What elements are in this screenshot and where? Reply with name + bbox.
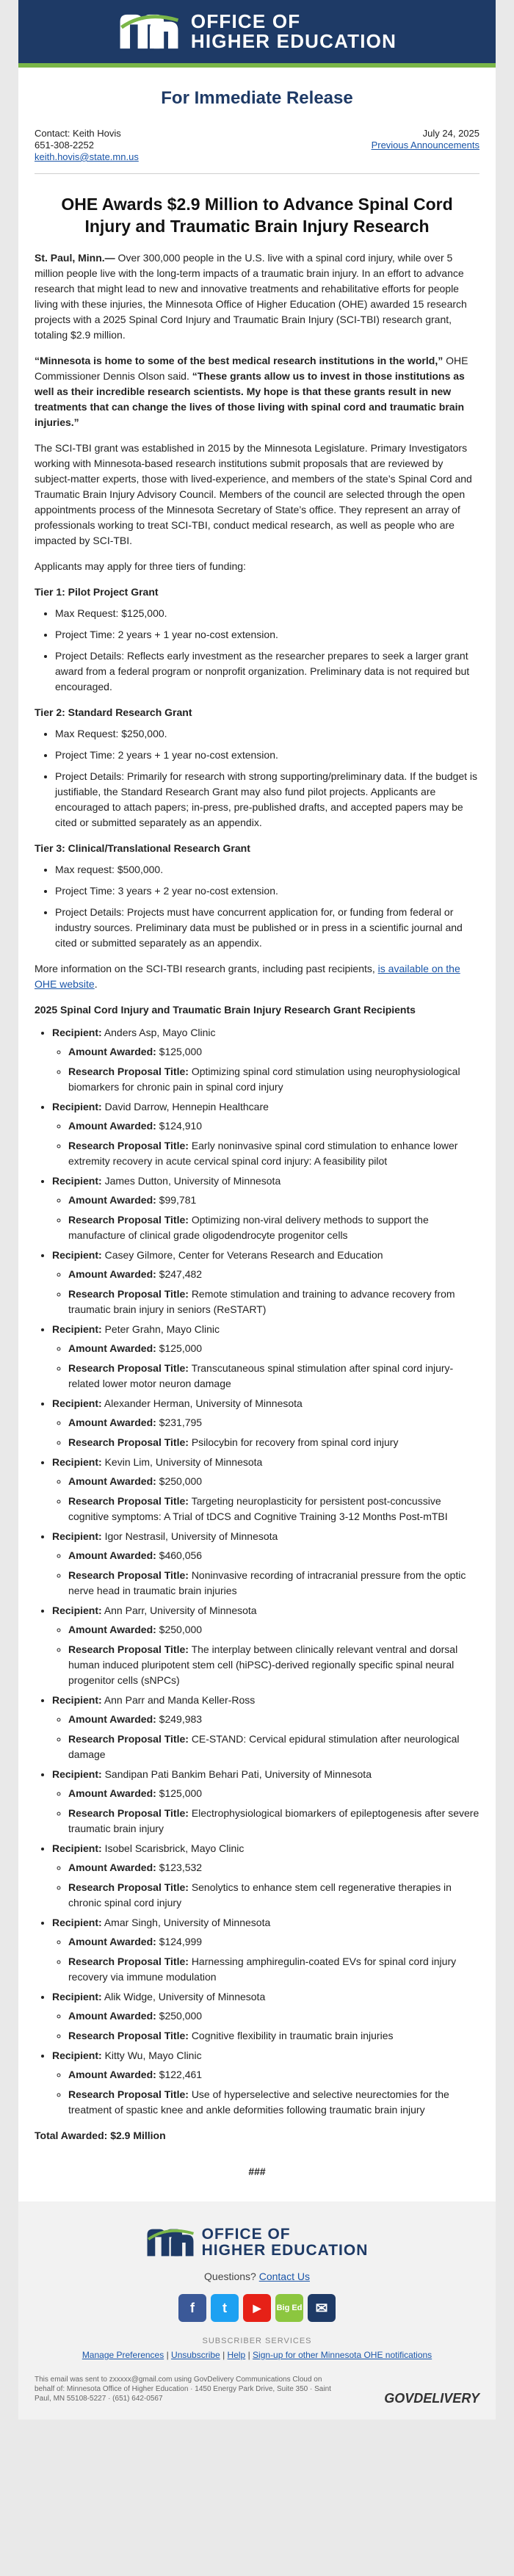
title-item bbox=[68, 2087, 479, 2118]
page-title: OHE Awards $2.9 Million to Advance Spinal Cord Injury and Traumatic Brain Injury Research bbox=[61, 195, 453, 236]
recipient-name: Casey Gilmore, Center for Veterans Research and Education bbox=[104, 1249, 383, 1261]
proposal-title: Remote stimulation and training to advance recovery from traumatic brain injury in seniors (ReSTART) bbox=[68, 1288, 455, 1315]
recipient-details bbox=[68, 1118, 479, 1169]
contact-block bbox=[18, 128, 496, 163]
recipient-label: Recipient: bbox=[52, 1991, 102, 2002]
fine-print-line1: This email was sent to zxxxxx@gmail.com using GovDelivery Communications Cloud on bbox=[35, 2376, 322, 2384]
amount-item bbox=[68, 1860, 479, 1875]
tier-heading: Tier 1: Pilot Project Grant bbox=[35, 586, 159, 598]
contact-name: Contact: Keith Hovis bbox=[35, 128, 121, 139]
proposal-title: Use of hyperselective and selective neurectomies for the treatment of spastic knee and ankle deformities following traumatic brain injury bbox=[68, 2088, 449, 2116]
recipient-label: Recipient: bbox=[52, 1175, 102, 1187]
amount-value: $125,000 bbox=[159, 1342, 203, 1354]
recipient-label: Recipient: bbox=[52, 1530, 102, 1542]
recipient-name: Kitty Wu, Mayo Clinic bbox=[104, 2049, 202, 2061]
recipient-name: Isobel Scarisbrick, Mayo Clinic bbox=[104, 1842, 245, 1854]
recipient-details bbox=[68, 1474, 479, 1524]
recipient-details bbox=[68, 1548, 479, 1599]
proposal-title: CE-STAND: Cervical epidural stimulation after neurological damage bbox=[68, 1733, 460, 1760]
title-label: Research Proposal Title: bbox=[68, 1881, 189, 1893]
total-awarded: Total Awarded: $2.9 Million bbox=[35, 2130, 166, 2141]
questions-label: Questions? bbox=[204, 2271, 256, 2283]
tier-details-list bbox=[55, 862, 479, 951]
manage-preferences-link[interactable]: Manage Preferences bbox=[82, 2350, 164, 2361]
recipient-details bbox=[68, 1415, 479, 1450]
questions-line bbox=[35, 2271, 479, 2282]
recipient-label: Recipient: bbox=[52, 1768, 102, 1780]
title-item bbox=[68, 1212, 479, 1243]
unsubscribe-link[interactable]: Unsubscribe bbox=[171, 2350, 220, 2361]
recipients-list bbox=[52, 1025, 479, 2118]
recipient-name: Sandipan Pati Bankim Behari Pati, University of Minnesota bbox=[104, 1768, 372, 1780]
recipient-item bbox=[52, 1025, 479, 1095]
facebook-icon[interactable]: f bbox=[178, 2294, 206, 2322]
email-icon[interactable]: ✉ bbox=[308, 2294, 336, 2322]
recipient-label: Recipient: bbox=[52, 1842, 102, 1854]
fine-print-line3: Paul, MN 55108-5227 · (651) 642-0567 bbox=[35, 2395, 163, 2403]
amount-label: Amount Awarded: bbox=[68, 1268, 156, 1280]
tier-heading: Tier 2: Standard Research Grant bbox=[35, 706, 192, 718]
amount-item bbox=[68, 1474, 479, 1489]
end-mark: ### bbox=[248, 2166, 266, 2177]
article-body bbox=[18, 250, 496, 2179]
recipient-details bbox=[68, 1193, 479, 1243]
amount-value: $125,000 bbox=[159, 1046, 203, 1057]
title-label: Research Proposal Title: bbox=[68, 1288, 189, 1300]
recipient-name: Ann Parr, University of Minnesota bbox=[104, 1604, 257, 1616]
separator: | bbox=[247, 2350, 250, 2361]
contact-us-link[interactable]: Contact Us bbox=[258, 2271, 310, 2283]
amount-label: Amount Awarded: bbox=[68, 1475, 156, 1487]
recipient-details bbox=[68, 2008, 479, 2044]
recipient-details bbox=[68, 1267, 479, 1317]
recipient-item bbox=[52, 1841, 479, 1911]
title-item bbox=[68, 1568, 479, 1599]
amount-item bbox=[68, 1712, 479, 1727]
recipient-label: Recipient: bbox=[52, 2049, 102, 2061]
recipient-name: Peter Grahn, Mayo Clinic bbox=[104, 1323, 220, 1335]
recipient-item bbox=[52, 1322, 479, 1392]
recipient-details bbox=[68, 1044, 479, 1095]
proposal-title: Optimizing spinal cord stimulation using neurophysiological biomarkers for chronic pain in spinal cord injury bbox=[68, 1066, 460, 1093]
amount-value: $250,000 bbox=[159, 1475, 203, 1487]
amount-item bbox=[68, 1622, 479, 1638]
recipient-item bbox=[52, 1529, 479, 1599]
intro-text: Over 300,000 people in the U.S. live with a spinal cord injury, while over 5 million people live with the long-term impacts of a traumatic brain injury. In an effort to advance research that might lead to new and innovative treatments and rehabilitative efforts for people living with these injuries, the Minnesota Office of Higher Education (OHE) awarded 15 research projects with a 2025 Spinal Cord Injury and Traumatic Brain Injury (SCI-TBI) research grant, totaling $2.9 million. bbox=[35, 252, 467, 341]
subscriber-services-label: SUBSCRIBER SERVICES bbox=[202, 2337, 312, 2346]
amount-label: Amount Awarded: bbox=[68, 1713, 156, 1725]
amount-label: Amount Awarded: bbox=[68, 1787, 156, 1799]
amount-item bbox=[68, 2067, 479, 2083]
amount-value: $249,983 bbox=[159, 1713, 203, 1725]
intro-paragraph bbox=[35, 250, 479, 343]
recipient-label: Recipient: bbox=[52, 1694, 102, 1706]
tier-detail-item: • Max Request: $125,000. bbox=[55, 606, 479, 621]
recipient-label: Recipient: bbox=[52, 1027, 102, 1038]
footer-title-line1: OFFICE OF bbox=[201, 2226, 291, 2243]
recipient-item bbox=[52, 1099, 479, 1169]
title-label: Research Proposal Title: bbox=[68, 2088, 189, 2100]
recipient-label: Recipient: bbox=[52, 1101, 102, 1112]
twitter-icon[interactable]: t bbox=[211, 2294, 239, 2322]
amount-item bbox=[68, 1118, 479, 1134]
tier-details-list bbox=[55, 726, 479, 831]
title-label: Research Proposal Title: bbox=[68, 1066, 189, 1077]
header-title bbox=[191, 12, 397, 52]
amount-item bbox=[68, 1044, 479, 1060]
amount-value: $250,000 bbox=[159, 2010, 203, 2022]
recipient-details bbox=[68, 1934, 479, 1985]
amount-label: Amount Awarded: bbox=[68, 2069, 156, 2080]
recipient-label: Recipient: bbox=[52, 1249, 102, 1261]
dateline: St. Paul, Minn.— bbox=[35, 252, 115, 264]
title-item bbox=[68, 1435, 479, 1450]
fine-print-line2: behalf of: Minnesota Office of Higher Education · 1450 Energy Park Drive, Suite 350 · Saint bbox=[35, 2385, 331, 2394]
amount-label: Amount Awarded: bbox=[68, 1120, 156, 1132]
proposal-title: Targeting neuroplasticity for persistent post-concussive cognitive symptoms: A Trial of tDCS and Cognitive Training 3-12 Months Post-mTBI bbox=[68, 1495, 448, 1522]
amount-label: Amount Awarded: bbox=[68, 1417, 156, 1428]
recipient-details bbox=[68, 1712, 479, 1762]
separator: | bbox=[166, 2350, 169, 2361]
contact-email-link[interactable]: keith.hovis@state.mn.us bbox=[35, 151, 139, 162]
title-item bbox=[68, 1064, 479, 1095]
recipient-details bbox=[68, 1786, 479, 1837]
recipient-name: Igor Nestrasil, University of Minnesota bbox=[104, 1530, 278, 1542]
title-item bbox=[68, 1138, 479, 1169]
signup-link[interactable]: Sign-up for other Minnesota OHE notifications bbox=[253, 2350, 432, 2361]
amount-value: $124,910 bbox=[159, 1120, 203, 1132]
recipient-label: Recipient: bbox=[52, 1397, 102, 1409]
proposal-title: Cognitive flexibility in traumatic brain injuries bbox=[191, 2030, 394, 2041]
help-link[interactable]: Help bbox=[227, 2350, 246, 2361]
divider bbox=[35, 173, 479, 174]
amount-label: Amount Awarded: bbox=[68, 1549, 156, 1561]
proposal-title: Noninvasive recording of intracranial pressure from the optic nerve head in traumatic brain injuries bbox=[68, 1569, 466, 1596]
amount-value: $231,795 bbox=[159, 1417, 203, 1428]
recipient-label: Recipient: bbox=[52, 1456, 102, 1468]
previous-announcements-link[interactable]: Previous Announcements bbox=[371, 140, 479, 151]
tier-detail-item: • Project Details: Primarily for research with strong supporting/preliminary data. If the budget is justifiable, the Standard Research Grant may also fund pilot projects. Applicants are encouraged to attach papers; in-press, pre-published drafts, and accepted papers may be cited or submitted separately as an appendix. bbox=[55, 769, 479, 831]
mn-logo-icon bbox=[146, 2228, 195, 2257]
recipient-item bbox=[52, 1603, 479, 1688]
amount-label: Amount Awarded: bbox=[68, 1046, 156, 1057]
amount-label: Amount Awarded: bbox=[68, 1194, 156, 1206]
amount-label: Amount Awarded: bbox=[68, 2010, 156, 2022]
amount-item bbox=[68, 1415, 479, 1430]
release-date: July 24, 2025 bbox=[422, 128, 479, 139]
release-heading: For Immediate Release bbox=[161, 88, 353, 108]
amount-item bbox=[68, 1193, 479, 1208]
header-title-line2: HIGHER EDUCATION bbox=[190, 30, 397, 52]
amount-item bbox=[68, 1548, 479, 1563]
amount-value: $123,532 bbox=[159, 1862, 203, 1873]
more-info-paragraph bbox=[35, 961, 479, 992]
tier-detail-item: • Project Details: Reflects early investment as the researcher prepares to seek a larger grant award from a federal program or nonprofit organization. Preliminary data is not required but encouraged. bbox=[55, 648, 479, 695]
amount-item bbox=[68, 1267, 479, 1282]
tier-heading: Tier 3: Clinical/Translational Research Grant bbox=[35, 842, 250, 854]
amount-value: $247,482 bbox=[159, 1268, 203, 1280]
recipient-item bbox=[52, 1915, 479, 1985]
recipient-details bbox=[68, 2067, 479, 2118]
title-item bbox=[68, 1361, 479, 1392]
amount-value: $124,999 bbox=[159, 1936, 203, 1947]
title-label: Research Proposal Title: bbox=[68, 2030, 189, 2041]
title-label: Research Proposal Title: bbox=[68, 1807, 189, 1819]
amount-label: Amount Awarded: bbox=[68, 1342, 156, 1354]
amount-value: $460,056 bbox=[159, 1549, 203, 1561]
title-label: Research Proposal Title: bbox=[68, 1495, 189, 1507]
recipient-item bbox=[52, 1989, 479, 2044]
separator: | bbox=[222, 2350, 225, 2361]
tier-details-list bbox=[55, 606, 479, 695]
title-item bbox=[68, 1880, 479, 1911]
recipient-item bbox=[52, 1767, 479, 1837]
recipient-item bbox=[52, 1248, 479, 1317]
title-item bbox=[68, 1287, 479, 1317]
recipient-label: Recipient: bbox=[52, 1323, 102, 1335]
ohe-website-link[interactable]: is available on the OHE website bbox=[35, 963, 460, 990]
header-banner bbox=[18, 0, 496, 63]
email-page bbox=[18, 0, 496, 2420]
recipient-details bbox=[68, 1622, 479, 1688]
big-ed-icon[interactable]: Big Ed bbox=[275, 2294, 303, 2322]
tier-detail-item: • Max Request: $250,000. bbox=[55, 726, 479, 742]
contact-phone: 651-308-2252 bbox=[35, 140, 94, 151]
recipient-name: Ann Parr and Manda Keller-Ross bbox=[104, 1694, 256, 1706]
amount-value: $122,461 bbox=[159, 2069, 203, 2080]
tier-detail-item: • Project Time: 2 years + 1 year no-cost extension. bbox=[55, 748, 479, 763]
title-label: Research Proposal Title: bbox=[68, 1569, 189, 1581]
tiers-section bbox=[35, 585, 479, 951]
amount-item bbox=[68, 2008, 479, 2024]
recipients-heading: 2025 Spinal Cord Injury and Traumatic Brain Injury Research Grant Recipients bbox=[35, 1004, 416, 1016]
amount-item bbox=[68, 1341, 479, 1356]
amount-item bbox=[68, 1786, 479, 1801]
proposal-title: Harnessing amphiregulin-coated EVs for spinal cord injury recovery via immune modulation bbox=[68, 1955, 457, 1983]
title-item bbox=[68, 1732, 479, 1762]
tier-detail-item: • Project Time: 3 years + 2 year no-cost extension. bbox=[55, 883, 479, 899]
tier-detail-item: • Max request: $500,000. bbox=[55, 862, 479, 878]
title-label: Research Proposal Title: bbox=[68, 1955, 189, 1967]
amount-label: Amount Awarded: bbox=[68, 1862, 156, 1873]
title-label: Research Proposal Title: bbox=[68, 1643, 189, 1655]
recipient-name: David Darrow, Hennepin Healthcare bbox=[104, 1101, 269, 1112]
title-item bbox=[68, 1954, 479, 1985]
fine-print bbox=[35, 2375, 479, 2406]
mn-logo-icon bbox=[117, 13, 181, 50]
title-label: Research Proposal Title: bbox=[68, 1140, 189, 1151]
recipient-item bbox=[52, 1173, 479, 1243]
social-links bbox=[35, 2294, 479, 2322]
title-item bbox=[68, 1494, 479, 1524]
more-info-text: More information on the SCI-TBI research grants, including past recipients, bbox=[35, 963, 378, 974]
recipient-name: Alexander Herman, University of Minnesota bbox=[104, 1397, 303, 1409]
tiers-intro: Applicants may apply for three tiers of funding: bbox=[35, 560, 246, 572]
youtube-icon[interactable]: ▶ bbox=[243, 2294, 271, 2322]
proposal-title: Senolytics to enhance stem cell regenerative therapies in chronic spinal cord injury bbox=[68, 1881, 452, 1909]
recipient-name: Amar Singh, University of Minnesota bbox=[104, 1917, 271, 1928]
footer bbox=[18, 2201, 496, 2420]
recipient-label: Recipient: bbox=[52, 1604, 102, 1616]
recipient-name: Kevin Lim, University of Minnesota bbox=[104, 1456, 263, 1468]
amount-value: $250,000 bbox=[159, 1624, 203, 1635]
more-info-end: . bbox=[94, 978, 98, 990]
title-item bbox=[68, 2028, 479, 2044]
header-title-line1: OFFICE OF bbox=[190, 10, 301, 32]
background-paragraph: The SCI-TBI grant was established in 2015 by the Minnesota Legislature. Primary Investigators working with Minnesota-based research institutions submit proposals that are reviewed by subject-matter experts, those with lived-experience, and members of the state’s Spinal Cord and Traumatic Brain Injury Advisory Council. Members of the council are selected through the open appointments process of the Minnesota Secretary of State’s office. They represent an array of professionals working to treat SCI-TBI, conduct medical research, as well as people who are impacted by SCI-TBI. bbox=[35, 442, 472, 546]
proposal-title: The interplay between clinically relevant ventral and dorsal human induced pluripotent stem cell (hiPSC)-derived regionally specific spinal neural progenitor cells (sNPCs) bbox=[68, 1643, 458, 1686]
quote-attribution: OHE Commissioner Dennis Olson said. bbox=[35, 355, 468, 382]
recipient-name: Anders Asp, Mayo Clinic bbox=[104, 1027, 216, 1038]
quote-part2: “These grants allow us to invest in those institutions as well as their incredible research scientists. My hope is that these grants result in new treatments that can change the lives of those living with spinal cord and traumatic brain injuries.” bbox=[35, 370, 465, 428]
title-label: Research Proposal Title: bbox=[68, 1362, 189, 1374]
proposal-title: Electrophysiological biomarkers of epileptogenesis after severe traumatic brain injury bbox=[68, 1807, 479, 1834]
title-label: Research Proposal Title: bbox=[68, 1436, 189, 1448]
title-label: Research Proposal Title: bbox=[68, 1214, 189, 1226]
proposal-title: Early noninvasive spinal cord stimulation to enhance lower extremity recovery in acute cervical spinal cord injury: A feasibility pilot bbox=[68, 1140, 458, 1167]
subscriber-links bbox=[35, 2350, 479, 2360]
footer-title-line2: HIGHER EDUCATION bbox=[201, 2242, 369, 2260]
recipient-item bbox=[52, 1693, 479, 1762]
tier-detail-item: • Project Time: 2 years + 1 year no-cost extension. bbox=[55, 627, 479, 643]
recipient-label: Recipient: bbox=[52, 1917, 102, 1928]
amount-label: Amount Awarded: bbox=[68, 1936, 156, 1947]
title-label: Research Proposal Title: bbox=[68, 1733, 189, 1745]
recipient-item bbox=[52, 1396, 479, 1450]
quote-part1: “Minnesota is home to some of the best medical research institutions in the world,” bbox=[35, 355, 444, 366]
recipient-details bbox=[68, 1860, 479, 1911]
footer-logo-text bbox=[202, 2226, 369, 2259]
recipient-name: Alik Widge, University of Minnesota bbox=[104, 1991, 266, 2002]
recipient-name: James Dutton, University of Minnesota bbox=[104, 1175, 281, 1187]
tier-detail-item: • Project Details: Projects must have concurrent application for, or funding from federal or industry sources. Preliminary data must be published or in press in a scientific journal and cited or submitted separately as an appendix. bbox=[55, 905, 479, 951]
proposal-title: Optimizing non-viral delivery methods to support the manufacture of clinical grade oligodendrocyte progenitor cells bbox=[68, 1214, 429, 1241]
footer-logo bbox=[35, 2226, 479, 2259]
govdelivery-logo: GOVDELIVERY bbox=[384, 2391, 479, 2406]
recipient-item bbox=[52, 1455, 479, 1524]
amount-value: $125,000 bbox=[159, 1787, 203, 1799]
proposal-title: Transcutaneous spinal stimulation after spinal cord injury-related lower motor neuron damage bbox=[68, 1362, 454, 1389]
amount-item bbox=[68, 1934, 479, 1950]
recipient-details bbox=[68, 1341, 479, 1392]
quote-paragraph bbox=[35, 353, 479, 430]
amount-value: $99,781 bbox=[159, 1194, 197, 1206]
recipient-item bbox=[52, 2048, 479, 2118]
proposal-title: Psilocybin for recovery from spinal cord injury bbox=[191, 1436, 399, 1448]
amount-label: Amount Awarded: bbox=[68, 1624, 156, 1635]
title-item bbox=[68, 1642, 479, 1688]
title-item bbox=[68, 1806, 479, 1837]
